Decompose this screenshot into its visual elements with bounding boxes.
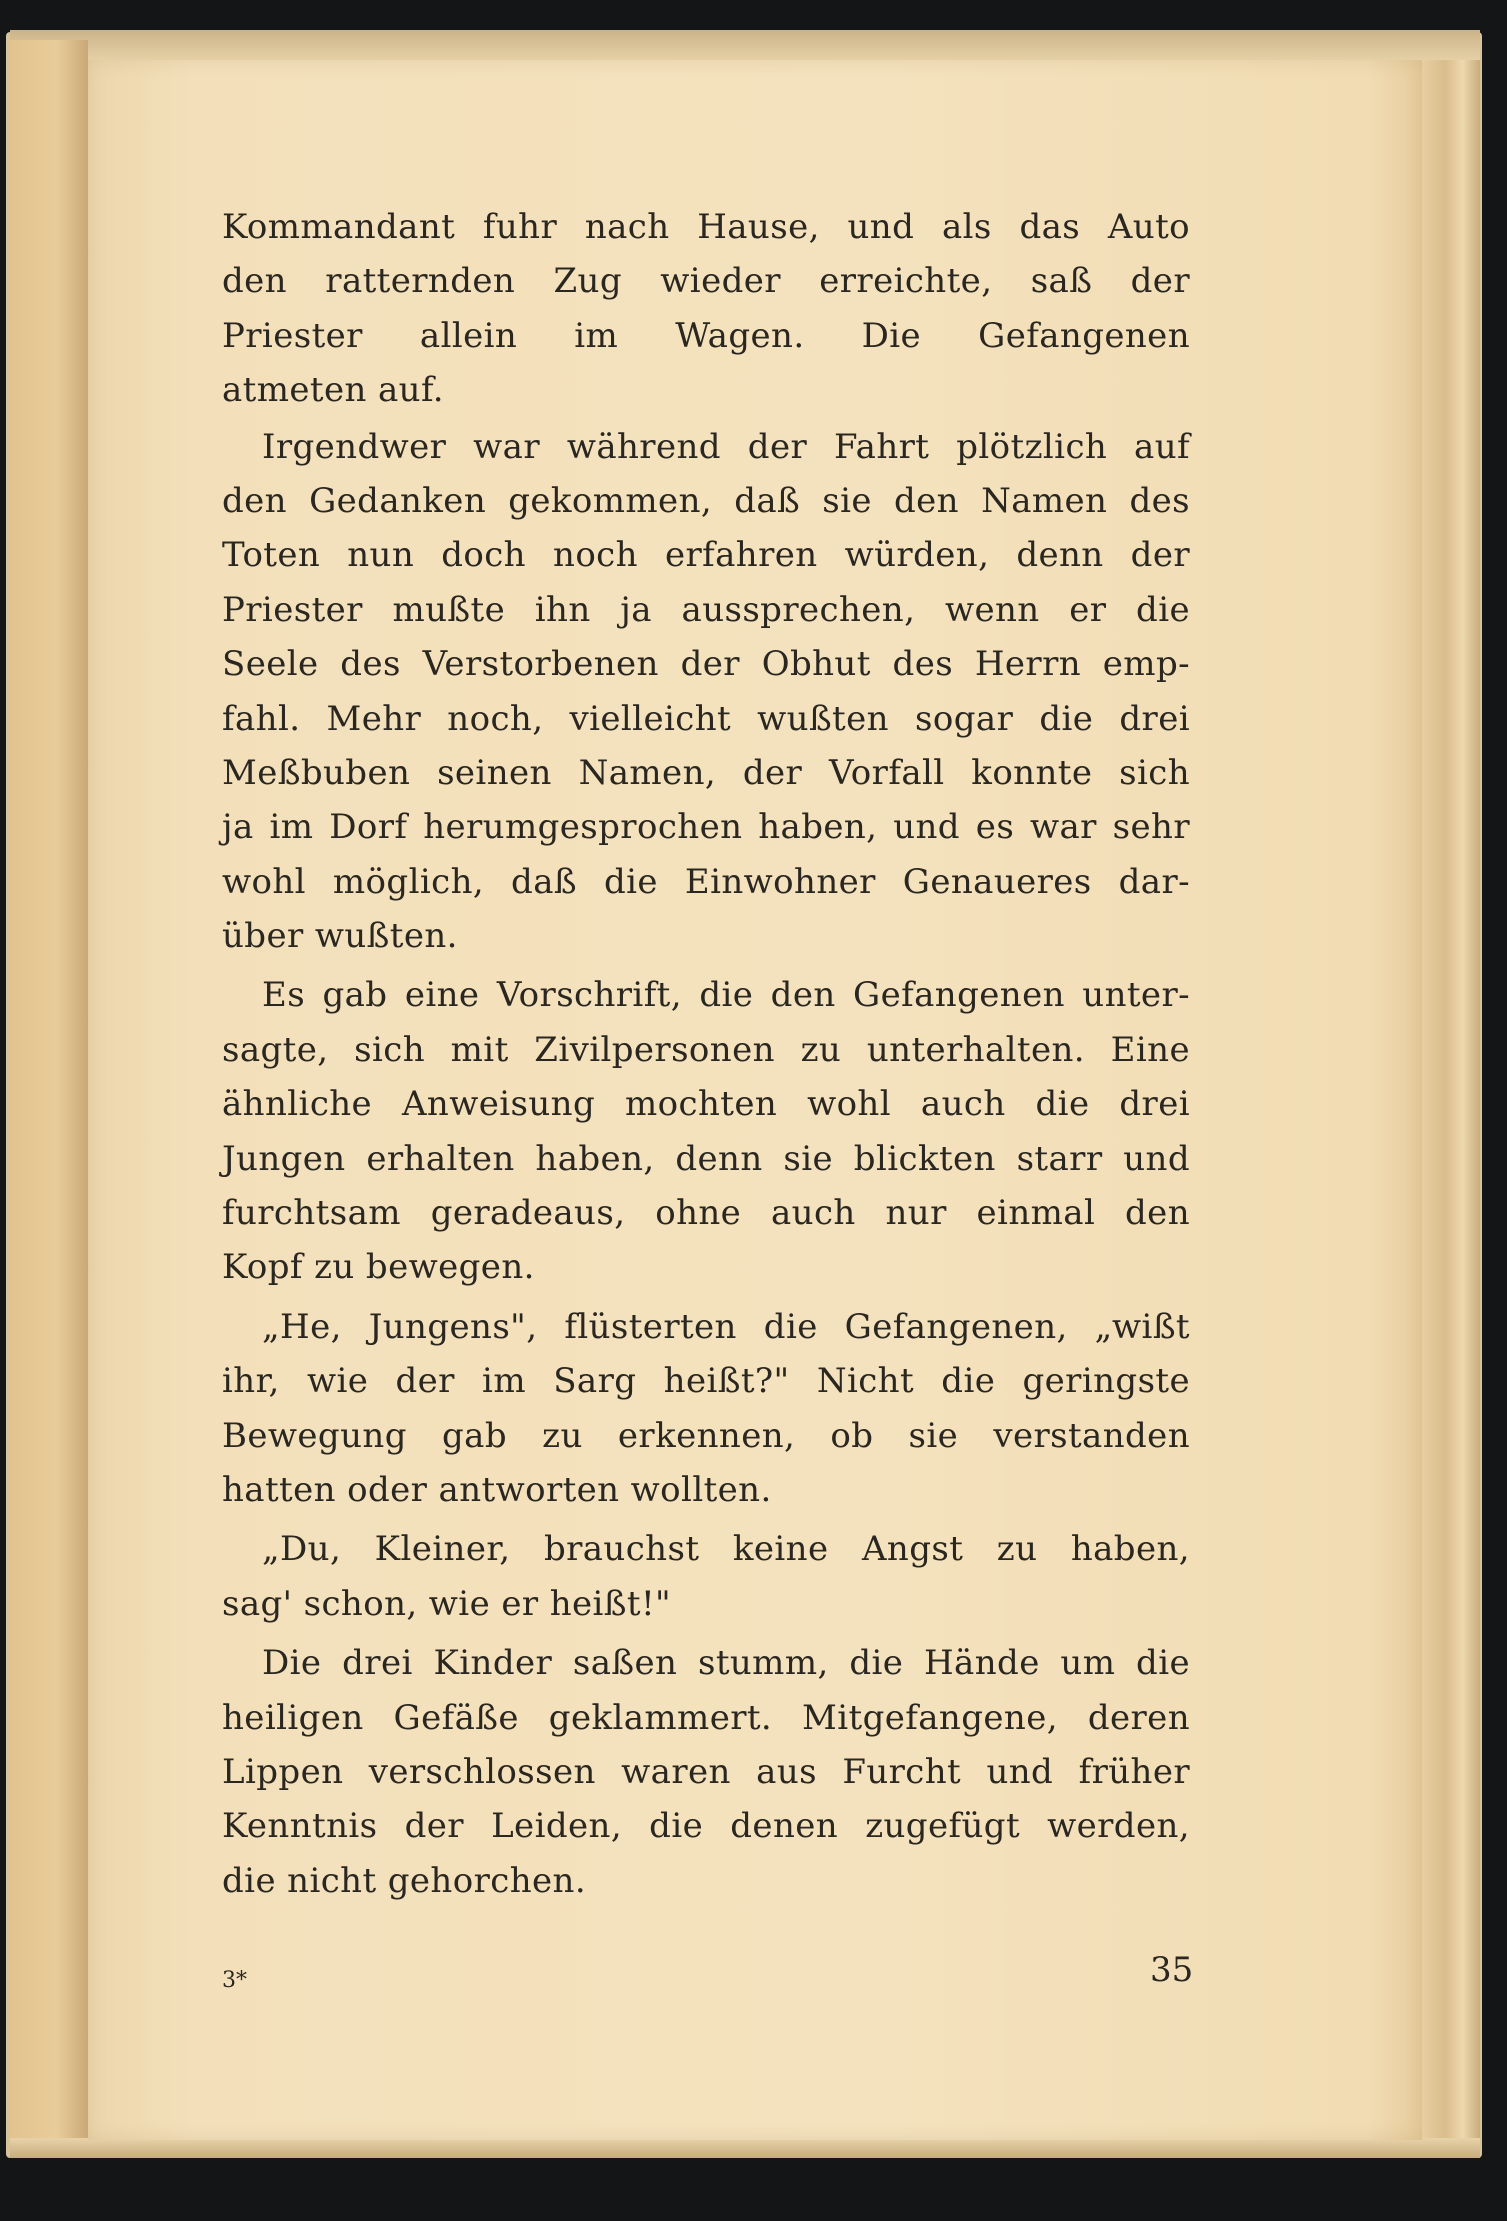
paragraph-4 [222, 1300, 1190, 1518]
signature-mark: 3* [222, 1968, 247, 1993]
text-line: ihr, wie der im Sarg heißt?" Nicht die geringste [222, 1361, 1190, 1402]
paragraph-3 [222, 968, 1190, 1294]
text-line: ja im Dorf herumgesprochen haben, und es war sehr [222, 807, 1190, 848]
text-line: Jungen erhalten haben, denn sie blickten starr und [222, 1138, 1190, 1179]
text-line: sagte, sich mit Zivilpersonen zu unterhalten. Eine [222, 1029, 1190, 1070]
text-line: wohl möglich, daß die Einwohner Genaueres dar- [222, 861, 1190, 902]
text-line: Priester mußte ihn ja aussprechen, wenn er die [222, 589, 1190, 630]
right-page-edge [1422, 60, 1480, 2150]
text-line: furchtsam geradeaus, ohne auch nur einmal den [222, 1193, 1190, 1234]
text-line: Irgendwer war während der Fahrt plötzlich auf [262, 426, 1190, 467]
text-line: atmeten auf. [222, 370, 444, 411]
text-line: Meßbuben seinen Namen, der Vorfall konnte sich [222, 752, 1190, 793]
page-number: 35 [1150, 1950, 1194, 1990]
page-text [222, 200, 1190, 1908]
paragraph-5 [222, 1522, 1190, 1631]
page-top-edge [10, 30, 1480, 64]
text-line: Toten nun doch noch erfahren würden, denn der [222, 535, 1190, 576]
page-bottom-edge [10, 2138, 1480, 2158]
text-line: fahl. Mehr noch, vielleicht wußten sogar die drei [222, 698, 1190, 739]
text-line: Die drei Kinder saßen stumm, die Hände um die [262, 1643, 1190, 1684]
text-line: „He, Jungens", flüsterten die Gefangenen, „wißt [262, 1306, 1190, 1347]
text-line: Lippen verschlossen waren aus Furcht und früher [222, 1751, 1190, 1792]
text-line: Bewegung gab zu erkennen, ob sie verstanden [222, 1415, 1190, 1456]
text-line: heiligen Gefäße geklammert. Mitgefangene, deren [222, 1697, 1190, 1738]
text-line: Kopf zu bewegen. [222, 1247, 535, 1288]
left-page-edge [10, 40, 88, 2150]
text-line: Es gab eine Vorschrift, die den Gefangenen unter- [262, 975, 1190, 1016]
text-line: den Gedanken gekommen, daß sie den Namen des [222, 480, 1190, 521]
text-line: die nicht gehorchen. [222, 1860, 587, 1901]
text-line: Kenntnis der Leiden, die denen zugefügt werden, [222, 1806, 1190, 1847]
text-line: sag' schon, wie er heißt!" [222, 1583, 672, 1624]
text-line: Kommandant fuhr nach Hause, und als das Auto [222, 207, 1190, 247]
text-line: Seele des Verstorbenen der Obhut des Herrn emp- [222, 644, 1190, 685]
text-line: hatten oder antworten wollten. [222, 1469, 772, 1510]
text-line: den ratternden Zug wieder erreichte, saß der [222, 261, 1190, 302]
text-line: Priester allein im Wagen. Die Gefangenen [222, 315, 1190, 356]
paragraph-6 [222, 1636, 1190, 1908]
text-line: „Du, Kleiner, brauchst keine Angst zu haben, [262, 1529, 1190, 1570]
paragraph-1 [222, 200, 1190, 418]
text-line: über wußten. [222, 916, 458, 957]
paragraph-2 [222, 420, 1190, 964]
text-line: ähnliche Anweisung mochten wohl auch die drei [222, 1084, 1190, 1125]
